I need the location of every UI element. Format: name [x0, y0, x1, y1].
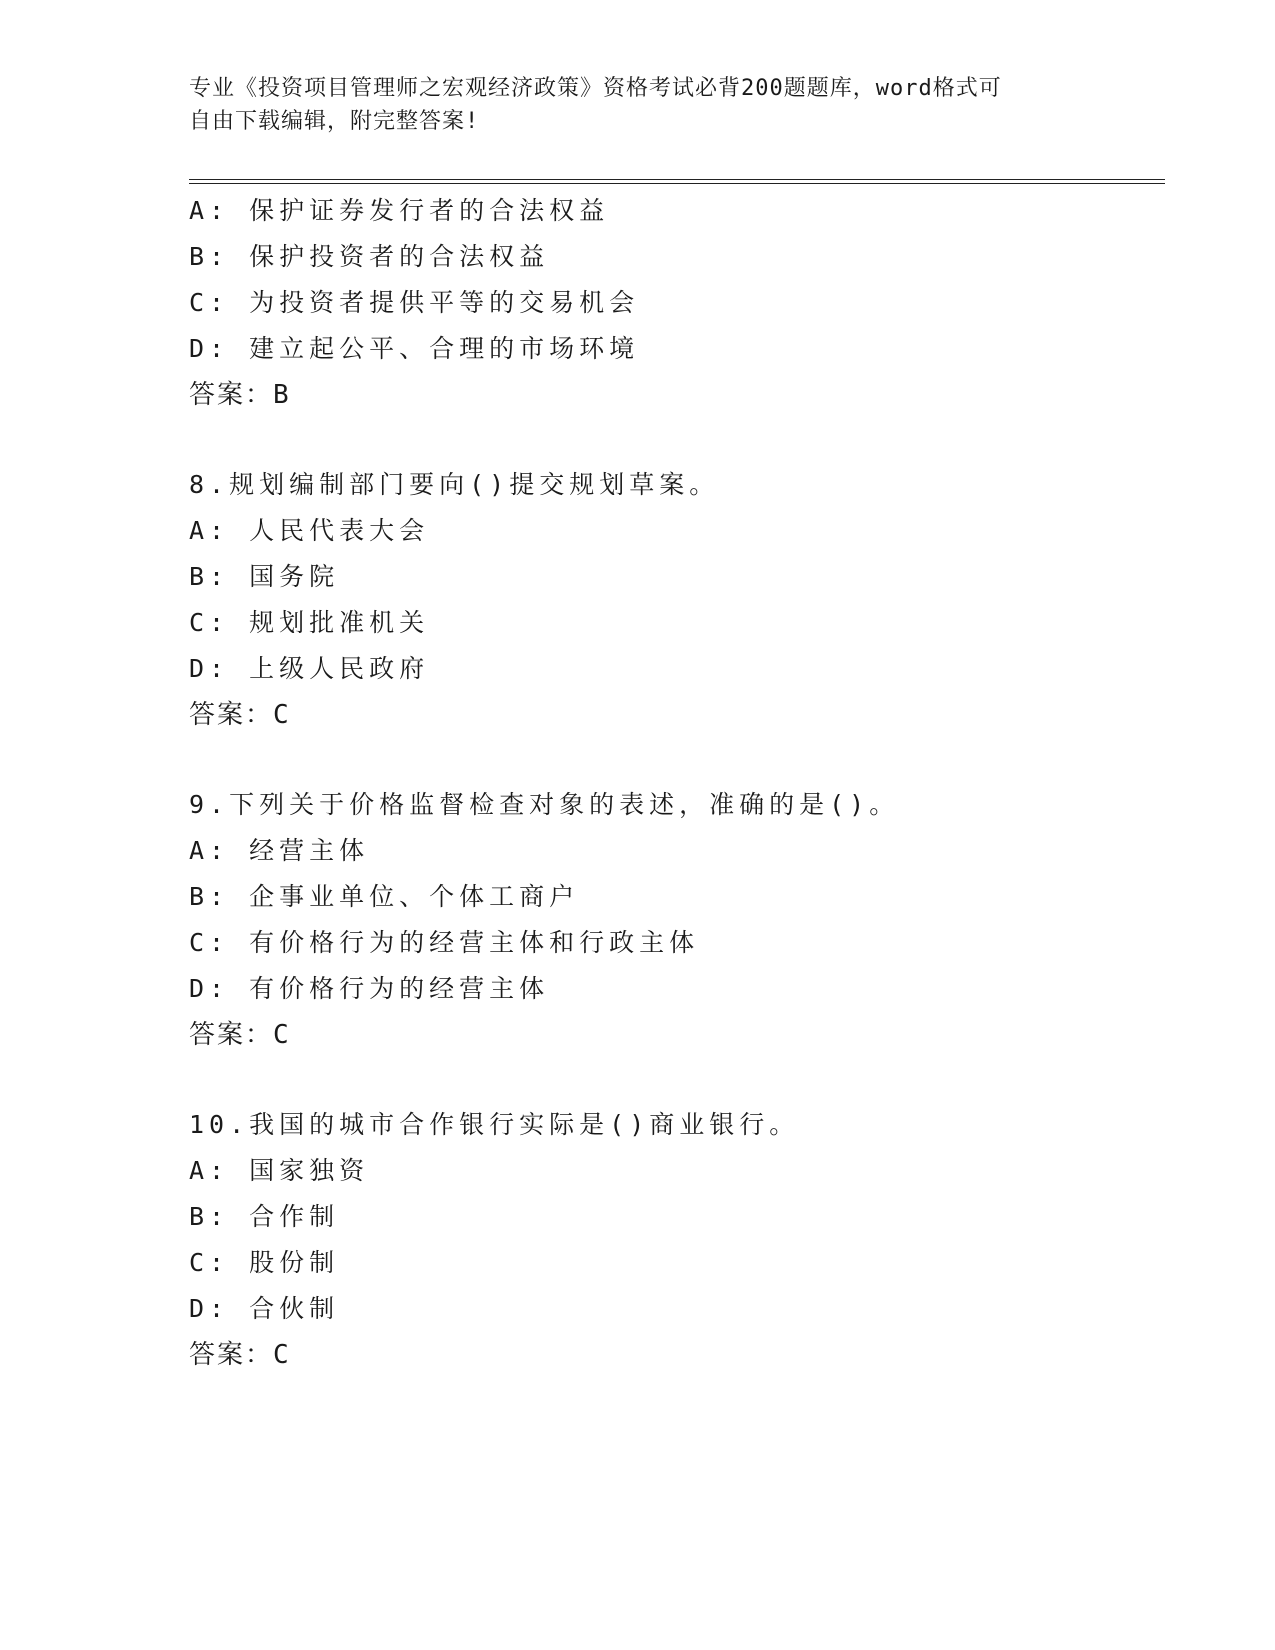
option-c: C: 为投资者提供平等的交易机会 [189, 288, 640, 317]
header-title-line-2: 自由下载编辑，附完整答案! [189, 109, 480, 134]
option-a: A: 国家独资 [189, 1156, 370, 1185]
spacer [189, 1058, 1149, 1102]
option-c: C: 规划批准机关 [189, 608, 430, 637]
question-block-7 [189, 188, 1149, 418]
spacer [189, 738, 1149, 782]
question-list [189, 188, 1149, 1378]
option-b: B: 合作制 [189, 1202, 340, 1231]
answer-line: 答案：C [189, 700, 291, 730]
option-d: D: 合伙制 [189, 1294, 340, 1323]
option-d: D: 上级人民政府 [189, 654, 430, 683]
answer-line: 答案：C [189, 1340, 291, 1370]
question-block-8 [189, 462, 1149, 738]
option-c: C: 股份制 [189, 1248, 340, 1277]
spacer [189, 418, 1149, 462]
option-a: A: 经营主体 [189, 836, 370, 865]
option-d: D: 有价格行为的经营主体 [189, 974, 550, 1003]
option-c: C: 有价格行为的经营主体和行政主体 [189, 928, 700, 957]
answer-line: 答案：B [189, 380, 291, 410]
question-text: 8.规划编制部门要向()提交规划草案。 [189, 470, 720, 499]
question-text: 9.下列关于价格监督检查对象的表述，准确的是()。 [189, 790, 900, 819]
header-title-line-1: 专业《投资项目管理师之宏观经济政策》资格考试必背200题题库，word格式可 [189, 76, 1002, 101]
question-block-9 [189, 782, 1149, 1058]
header-double-rule [189, 179, 1165, 184]
question-text: 10.我国的城市合作银行实际是()商业银行。 [189, 1110, 800, 1139]
option-b: B: 企事业单位、个体工商户 [189, 882, 580, 911]
option-a: A: 人民代表大会 [189, 516, 430, 545]
option-b: B: 国务院 [189, 562, 340, 591]
document-header [189, 72, 1089, 138]
option-a: A: 保护证券发行者的合法权益 [189, 196, 610, 225]
answer-line: 答案：C [189, 1020, 291, 1050]
option-b: B: 保护投资者的合法权益 [189, 242, 550, 271]
question-block-10 [189, 1102, 1149, 1378]
option-d: D: 建立起公平、合理的市场环境 [189, 334, 640, 363]
